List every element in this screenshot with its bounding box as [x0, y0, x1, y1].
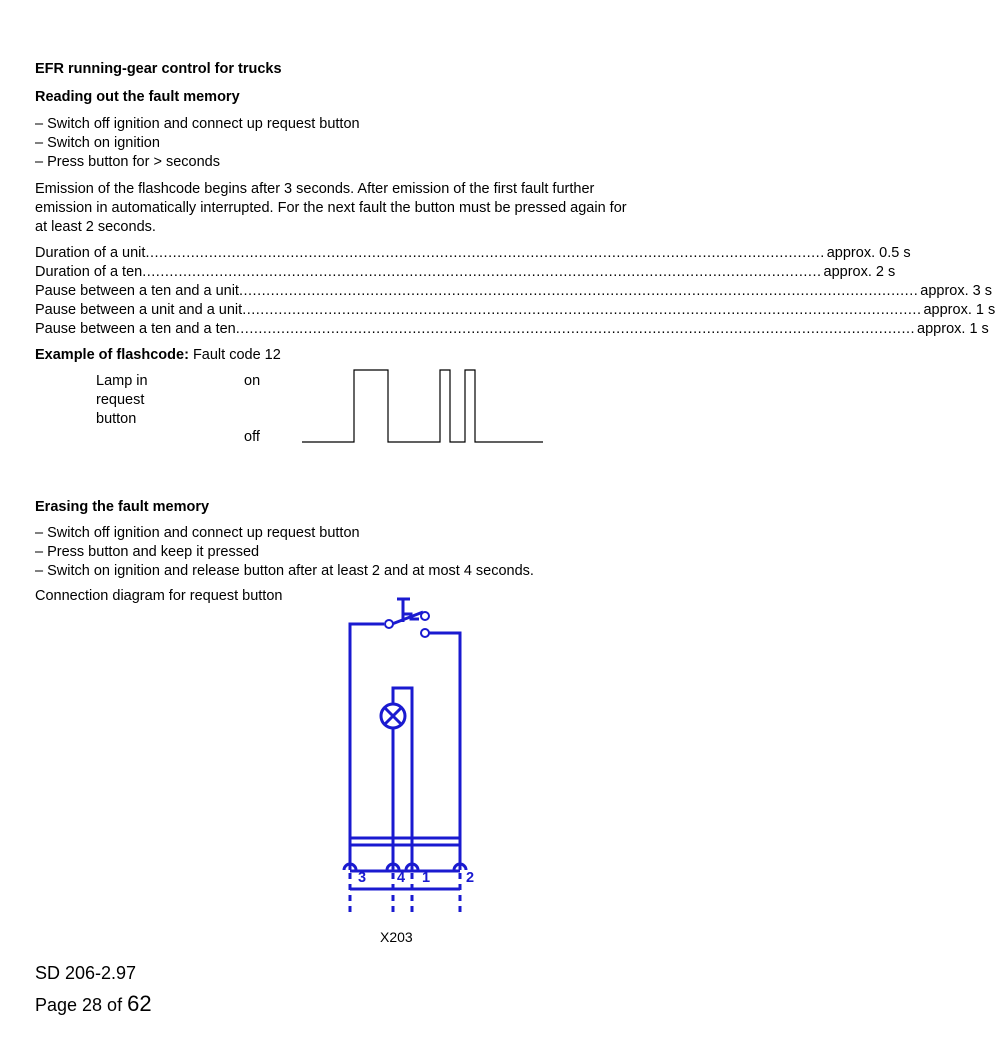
section-heading-erase: Erasing the fault memory — [35, 499, 210, 515]
on-label: on — [244, 373, 261, 389]
timing-value: approx. 1 s — [923, 302, 995, 318]
read-step-3: – Press button for > seconds — [35, 154, 220, 170]
page-number — [35, 991, 152, 1017]
dot-leader: ...................................................................................................................................................... — [235, 321, 916, 337]
erase-step-2: – Press button and keep it pressed — [35, 544, 260, 560]
erase-step-1: – Switch off ignition and connect up request button — [35, 525, 360, 541]
lamp-label-line: Lamp in — [96, 373, 148, 389]
timing-label: Pause between a ten and a ten — [35, 321, 236, 337]
dot-leader: ...................................................................................................................................................... — [242, 302, 922, 318]
timing-value: approx. 3 s — [920, 283, 993, 299]
pin-label: 2 — [466, 870, 475, 886]
off-label: off — [244, 429, 260, 445]
erase-step-3: – Switch on ignition and release button after at least 2 and at most 4 seconds. — [35, 563, 534, 579]
section-heading-read: Reading out the fault memory — [35, 89, 240, 105]
dot-leader: ...................................................................................................................................................... — [238, 283, 919, 299]
dot-leader: ...................................................................................................................................................... — [142, 264, 822, 280]
connector-label: X203 — [380, 929, 413, 945]
timing-value: approx. 1 s — [917, 321, 989, 337]
timing-label: Duration of a ten — [35, 264, 143, 280]
pin-label: 3 — [358, 870, 367, 886]
document-title: EFR running-gear control for trucks — [35, 61, 282, 77]
read-step-1: – Switch off ignition and connect up request button — [35, 116, 360, 132]
timing-label: Pause between a ten and a unit — [35, 283, 239, 299]
pin-label: 4 — [397, 870, 406, 886]
dot-leader: ...................................................................................................................................................... — [145, 245, 825, 261]
page-total: 62 — [127, 991, 152, 1016]
timing-value: approx. 2 s — [823, 264, 896, 280]
document-code: SD 206-2.97 — [35, 963, 137, 983]
lamp-label-line: button — [96, 411, 137, 427]
paragraph-line-2: emission in automatically interrupted. For the next fault the button must be pressed again for — [35, 200, 627, 216]
example-value: Fault code 12 — [192, 347, 281, 363]
lamp-label-line: request — [96, 392, 145, 408]
pin-label: 1 — [422, 870, 431, 886]
paragraph-line-1: Emission of the flashcode begins after 3 seconds. After emission of the first fault further — [35, 181, 595, 197]
page-prefix: Page 28 of — [35, 995, 128, 1015]
paragraph-line-3: at least 2 seconds. — [35, 219, 156, 235]
timing-value: approx. 0.5 s — [826, 245, 911, 261]
timing-label: Duration of a unit — [35, 245, 146, 261]
read-step-2: – Switch on ignition — [35, 135, 160, 151]
connection-label: Connection diagram for request button — [35, 588, 283, 604]
example-label: Example of flashcode: — [35, 347, 189, 363]
timing-label: Pause between a unit and a unit — [35, 302, 243, 318]
